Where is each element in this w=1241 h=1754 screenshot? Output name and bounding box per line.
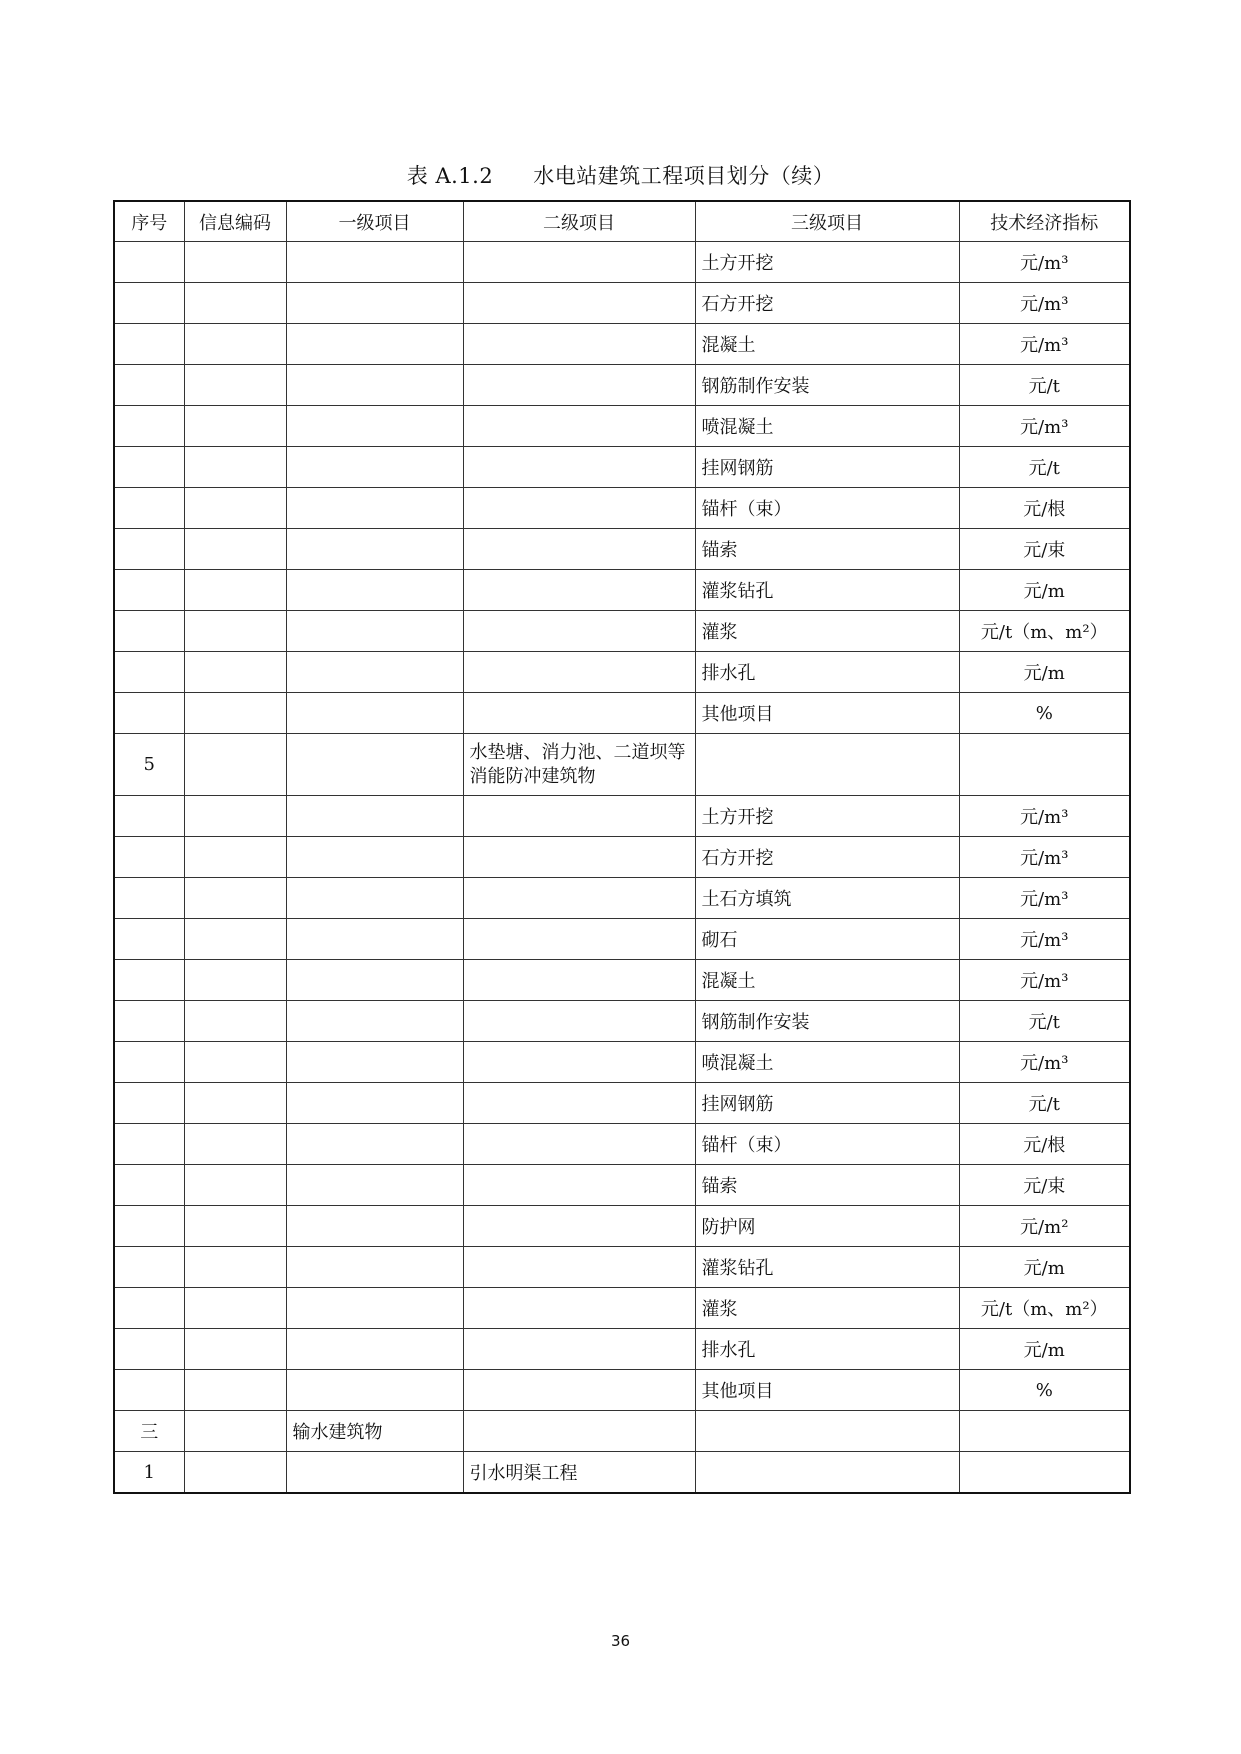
- cell-seq: [114, 1124, 184, 1165]
- table-row: [114, 570, 1130, 611]
- cell-info-code: [184, 796, 286, 837]
- cell-level-1: [286, 1329, 463, 1370]
- cell-indicator: 元/m³: [959, 837, 1130, 878]
- cell-level-2: [463, 447, 695, 488]
- cell-level-3: [695, 1411, 959, 1452]
- cell-level-3: 排水孔: [695, 1329, 959, 1370]
- cell-indicator: 元/束: [959, 1165, 1130, 1206]
- cell-level-2: [463, 1411, 695, 1452]
- header-level-2: 二级项目: [463, 201, 695, 242]
- cell-indicator: 元/m: [959, 1247, 1130, 1288]
- cell-level-1: [286, 1083, 463, 1124]
- cell-info-code: [184, 1329, 286, 1370]
- cell-level-2: 引水明渠工程: [463, 1452, 695, 1494]
- cell-info-code: [184, 365, 286, 406]
- cell-level-2: [463, 693, 695, 734]
- cell-seq: [114, 406, 184, 447]
- cell-indicator: 元/t: [959, 365, 1130, 406]
- cell-seq: [114, 529, 184, 570]
- table-row: [114, 693, 1130, 734]
- table-row: [114, 837, 1130, 878]
- cell-seq: [114, 570, 184, 611]
- cell-level-3: 其他项目: [695, 693, 959, 734]
- cell-level-3: 挂网钢筋: [695, 447, 959, 488]
- header-level-1: 一级项目: [286, 201, 463, 242]
- cell-level-2: [463, 1165, 695, 1206]
- cell-seq: [114, 1042, 184, 1083]
- cell-seq: 三: [114, 1411, 184, 1452]
- table-row: [114, 447, 1130, 488]
- cell-seq: [114, 1083, 184, 1124]
- cell-level-1: [286, 406, 463, 447]
- cell-level-1: [286, 919, 463, 960]
- cell-seq: [114, 1329, 184, 1370]
- cell-level-3: 石方开挖: [695, 837, 959, 878]
- cell-level-2: [463, 406, 695, 447]
- cell-indicator: [959, 734, 1130, 796]
- cell-indicator: 元/m³: [959, 283, 1130, 324]
- table-title: [0, 160, 1241, 190]
- cell-level-3: 混凝土: [695, 960, 959, 1001]
- table-row: [114, 960, 1130, 1001]
- cell-info-code: [184, 283, 286, 324]
- header-seq: 序号: [114, 201, 184, 242]
- cell-level-2: [463, 529, 695, 570]
- cell-level-1: [286, 878, 463, 919]
- cell-indicator: 元/t: [959, 447, 1130, 488]
- cell-info-code: [184, 1370, 286, 1411]
- cell-info-code: [184, 734, 286, 796]
- table-row: [114, 1206, 1130, 1247]
- cell-level-3: 石方开挖: [695, 283, 959, 324]
- cell-indicator: %: [959, 1370, 1130, 1411]
- cell-info-code: [184, 324, 286, 365]
- cell-level-2: [463, 1288, 695, 1329]
- cell-level-2: [463, 488, 695, 529]
- cell-seq: 1: [114, 1452, 184, 1494]
- cell-level-1: [286, 611, 463, 652]
- cell-indicator: 元/m: [959, 652, 1130, 693]
- cell-info-code: [184, 837, 286, 878]
- cell-indicator: 元/束: [959, 529, 1130, 570]
- cell-level-1: [286, 1288, 463, 1329]
- cell-level-1: [286, 734, 463, 796]
- cell-level-2: [463, 837, 695, 878]
- table-row: [114, 283, 1130, 324]
- cell-level-1: [286, 1165, 463, 1206]
- cell-level-1: [286, 242, 463, 283]
- cell-level-2: [463, 1124, 695, 1165]
- cell-info-code: [184, 447, 286, 488]
- cell-level-1: 输水建筑物: [286, 1411, 463, 1452]
- cell-level-3: 灌浆钻孔: [695, 1247, 959, 1288]
- cell-level-1: [286, 488, 463, 529]
- table-row: [114, 1452, 1130, 1494]
- cell-level-3: 锚杆（束）: [695, 1124, 959, 1165]
- table-row: [114, 529, 1130, 570]
- cell-level-2: [463, 1370, 695, 1411]
- cell-indicator: 元/根: [959, 488, 1130, 529]
- header-indicator: 技术经济指标: [959, 201, 1130, 242]
- table-row: [114, 1124, 1130, 1165]
- cell-level-2: [463, 365, 695, 406]
- cell-info-code: [184, 529, 286, 570]
- cell-indicator: 元/m³: [959, 919, 1130, 960]
- cell-indicator: 元/m³: [959, 960, 1130, 1001]
- cell-level-2: [463, 570, 695, 611]
- cell-level-1: [286, 1001, 463, 1042]
- cell-info-code: [184, 1124, 286, 1165]
- table-row: [114, 1083, 1130, 1124]
- cell-level-2: [463, 796, 695, 837]
- cell-level-1: [286, 570, 463, 611]
- table-code: 表 A.1.2: [406, 164, 494, 188]
- cell-level-2: [463, 878, 695, 919]
- table-header-row: [114, 201, 1130, 242]
- cell-info-code: [184, 1288, 286, 1329]
- cell-level-1: [286, 960, 463, 1001]
- table-row: [114, 796, 1130, 837]
- cell-indicator: [959, 1452, 1130, 1494]
- cell-indicator: 元/m²: [959, 1206, 1130, 1247]
- cell-info-code: [184, 570, 286, 611]
- cell-level-3: 锚索: [695, 1165, 959, 1206]
- cell-level-3: 钢筋制作安装: [695, 365, 959, 406]
- cell-level-3: [695, 1452, 959, 1494]
- table-row: [114, 734, 1130, 796]
- cell-level-3: 钢筋制作安装: [695, 1001, 959, 1042]
- table-row: [114, 324, 1130, 365]
- cell-indicator: 元/m³: [959, 796, 1130, 837]
- cell-seq: [114, 837, 184, 878]
- cell-level-2: [463, 1247, 695, 1288]
- project-division-table: [113, 200, 1131, 1494]
- cell-info-code: [184, 611, 286, 652]
- cell-level-3: 灌浆: [695, 611, 959, 652]
- cell-level-1: [286, 1247, 463, 1288]
- cell-level-3: 砌石: [695, 919, 959, 960]
- table-row: [114, 1001, 1130, 1042]
- cell-level-2: 水垫塘、消力池、二道坝等消能防冲建筑物: [463, 734, 695, 796]
- cell-level-3: 灌浆: [695, 1288, 959, 1329]
- cell-level-3: 混凝土: [695, 324, 959, 365]
- cell-seq: 5: [114, 734, 184, 796]
- cell-level-2: [463, 1001, 695, 1042]
- header-info-code: 信息编码: [184, 201, 286, 242]
- cell-info-code: [184, 1165, 286, 1206]
- cell-info-code: [184, 960, 286, 1001]
- cell-level-1: [286, 447, 463, 488]
- table-row: [114, 611, 1130, 652]
- cell-level-1: [286, 324, 463, 365]
- cell-seq: [114, 693, 184, 734]
- table-row: [114, 1329, 1130, 1370]
- cell-info-code: [184, 1452, 286, 1494]
- cell-level-1: [286, 1452, 463, 1494]
- cell-info-code: [184, 406, 286, 447]
- cell-indicator: 元/m: [959, 1329, 1130, 1370]
- cell-info-code: [184, 242, 286, 283]
- cell-indicator: 元/t: [959, 1083, 1130, 1124]
- cell-level-2: [463, 1042, 695, 1083]
- cell-level-1: [286, 1042, 463, 1083]
- cell-level-2: [463, 242, 695, 283]
- cell-info-code: [184, 878, 286, 919]
- cell-indicator: 元/m³: [959, 406, 1130, 447]
- cell-level-3: 锚索: [695, 529, 959, 570]
- cell-level-2: [463, 324, 695, 365]
- cell-indicator: 元/根: [959, 1124, 1130, 1165]
- cell-level-3: 排水孔: [695, 652, 959, 693]
- table-row: [114, 1411, 1130, 1452]
- cell-seq: [114, 878, 184, 919]
- table-row: [114, 1288, 1130, 1329]
- cell-level-2: [463, 652, 695, 693]
- cell-indicator: 元/t（m、m²）: [959, 1288, 1130, 1329]
- table-row: [114, 919, 1130, 960]
- cell-seq: [114, 242, 184, 283]
- cell-level-3: 锚杆（束）: [695, 488, 959, 529]
- cell-seq: [114, 488, 184, 529]
- cell-seq: [114, 960, 184, 1001]
- cell-seq: [114, 796, 184, 837]
- table-body: [114, 242, 1130, 1494]
- table-row: [114, 1042, 1130, 1083]
- page-number: 36: [610, 1632, 631, 1650]
- cell-level-1: [286, 1124, 463, 1165]
- cell-level-1: [286, 529, 463, 570]
- cell-seq: [114, 1206, 184, 1247]
- cell-level-2: [463, 283, 695, 324]
- table-row: [114, 1247, 1130, 1288]
- cell-level-2: [463, 960, 695, 1001]
- header-level-3: 三级项目: [695, 201, 959, 242]
- table-row: [114, 652, 1130, 693]
- cell-seq: [114, 1001, 184, 1042]
- cell-info-code: [184, 1247, 286, 1288]
- cell-indicator: [959, 1411, 1130, 1452]
- cell-seq: [114, 652, 184, 693]
- cell-indicator: 元/m³: [959, 324, 1130, 365]
- cell-level-3: 灌浆钻孔: [695, 570, 959, 611]
- cell-level-2: [463, 1083, 695, 1124]
- cell-seq: [114, 324, 184, 365]
- cell-level-3: 其他项目: [695, 1370, 959, 1411]
- cell-info-code: [184, 693, 286, 734]
- cell-seq: [114, 447, 184, 488]
- cell-indicator: 元/t: [959, 1001, 1130, 1042]
- cell-level-3: 挂网钢筋: [695, 1083, 959, 1124]
- cell-indicator: 元/m³: [959, 878, 1130, 919]
- cell-level-3: 防护网: [695, 1206, 959, 1247]
- cell-indicator: 元/m³: [959, 242, 1130, 283]
- cell-seq: [114, 1370, 184, 1411]
- cell-level-2: [463, 1206, 695, 1247]
- cell-seq: [114, 919, 184, 960]
- cell-level-1: [286, 693, 463, 734]
- table-title-text: 水电站建筑工程项目划分（续）: [533, 164, 835, 188]
- cell-level-1: [286, 652, 463, 693]
- cell-indicator: 元/t（m、m²）: [959, 611, 1130, 652]
- cell-level-1: [286, 1206, 463, 1247]
- cell-seq: [114, 611, 184, 652]
- cell-info-code: [184, 1206, 286, 1247]
- cell-level-2: [463, 611, 695, 652]
- table-row: [114, 1165, 1130, 1206]
- cell-level-1: [286, 837, 463, 878]
- cell-level-3: [695, 734, 959, 796]
- cell-level-1: [286, 796, 463, 837]
- table-row: [114, 488, 1130, 529]
- cell-info-code: [184, 1411, 286, 1452]
- cell-level-1: [286, 1370, 463, 1411]
- cell-indicator: 元/m: [959, 570, 1130, 611]
- table-row: [114, 242, 1130, 283]
- cell-info-code: [184, 488, 286, 529]
- cell-seq: [114, 365, 184, 406]
- cell-seq: [114, 283, 184, 324]
- cell-level-3: 土石方填筑: [695, 878, 959, 919]
- cell-info-code: [184, 1083, 286, 1124]
- table-row: [114, 365, 1130, 406]
- cell-indicator: 元/m³: [959, 1042, 1130, 1083]
- cell-info-code: [184, 1042, 286, 1083]
- cell-info-code: [184, 1001, 286, 1042]
- cell-level-1: [286, 283, 463, 324]
- cell-info-code: [184, 652, 286, 693]
- cell-level-1: [286, 365, 463, 406]
- cell-info-code: [184, 919, 286, 960]
- cell-level-3: 喷混凝土: [695, 1042, 959, 1083]
- cell-level-3: 喷混凝土: [695, 406, 959, 447]
- cell-level-2: [463, 919, 695, 960]
- table-row: [114, 1370, 1130, 1411]
- cell-seq: [114, 1247, 184, 1288]
- cell-seq: [114, 1288, 184, 1329]
- cell-indicator: %: [959, 693, 1130, 734]
- cell-level-3: 土方开挖: [695, 796, 959, 837]
- table-row: [114, 878, 1130, 919]
- cell-seq: [114, 1165, 184, 1206]
- table-row: [114, 406, 1130, 447]
- cell-level-2: [463, 1329, 695, 1370]
- cell-level-3: 土方开挖: [695, 242, 959, 283]
